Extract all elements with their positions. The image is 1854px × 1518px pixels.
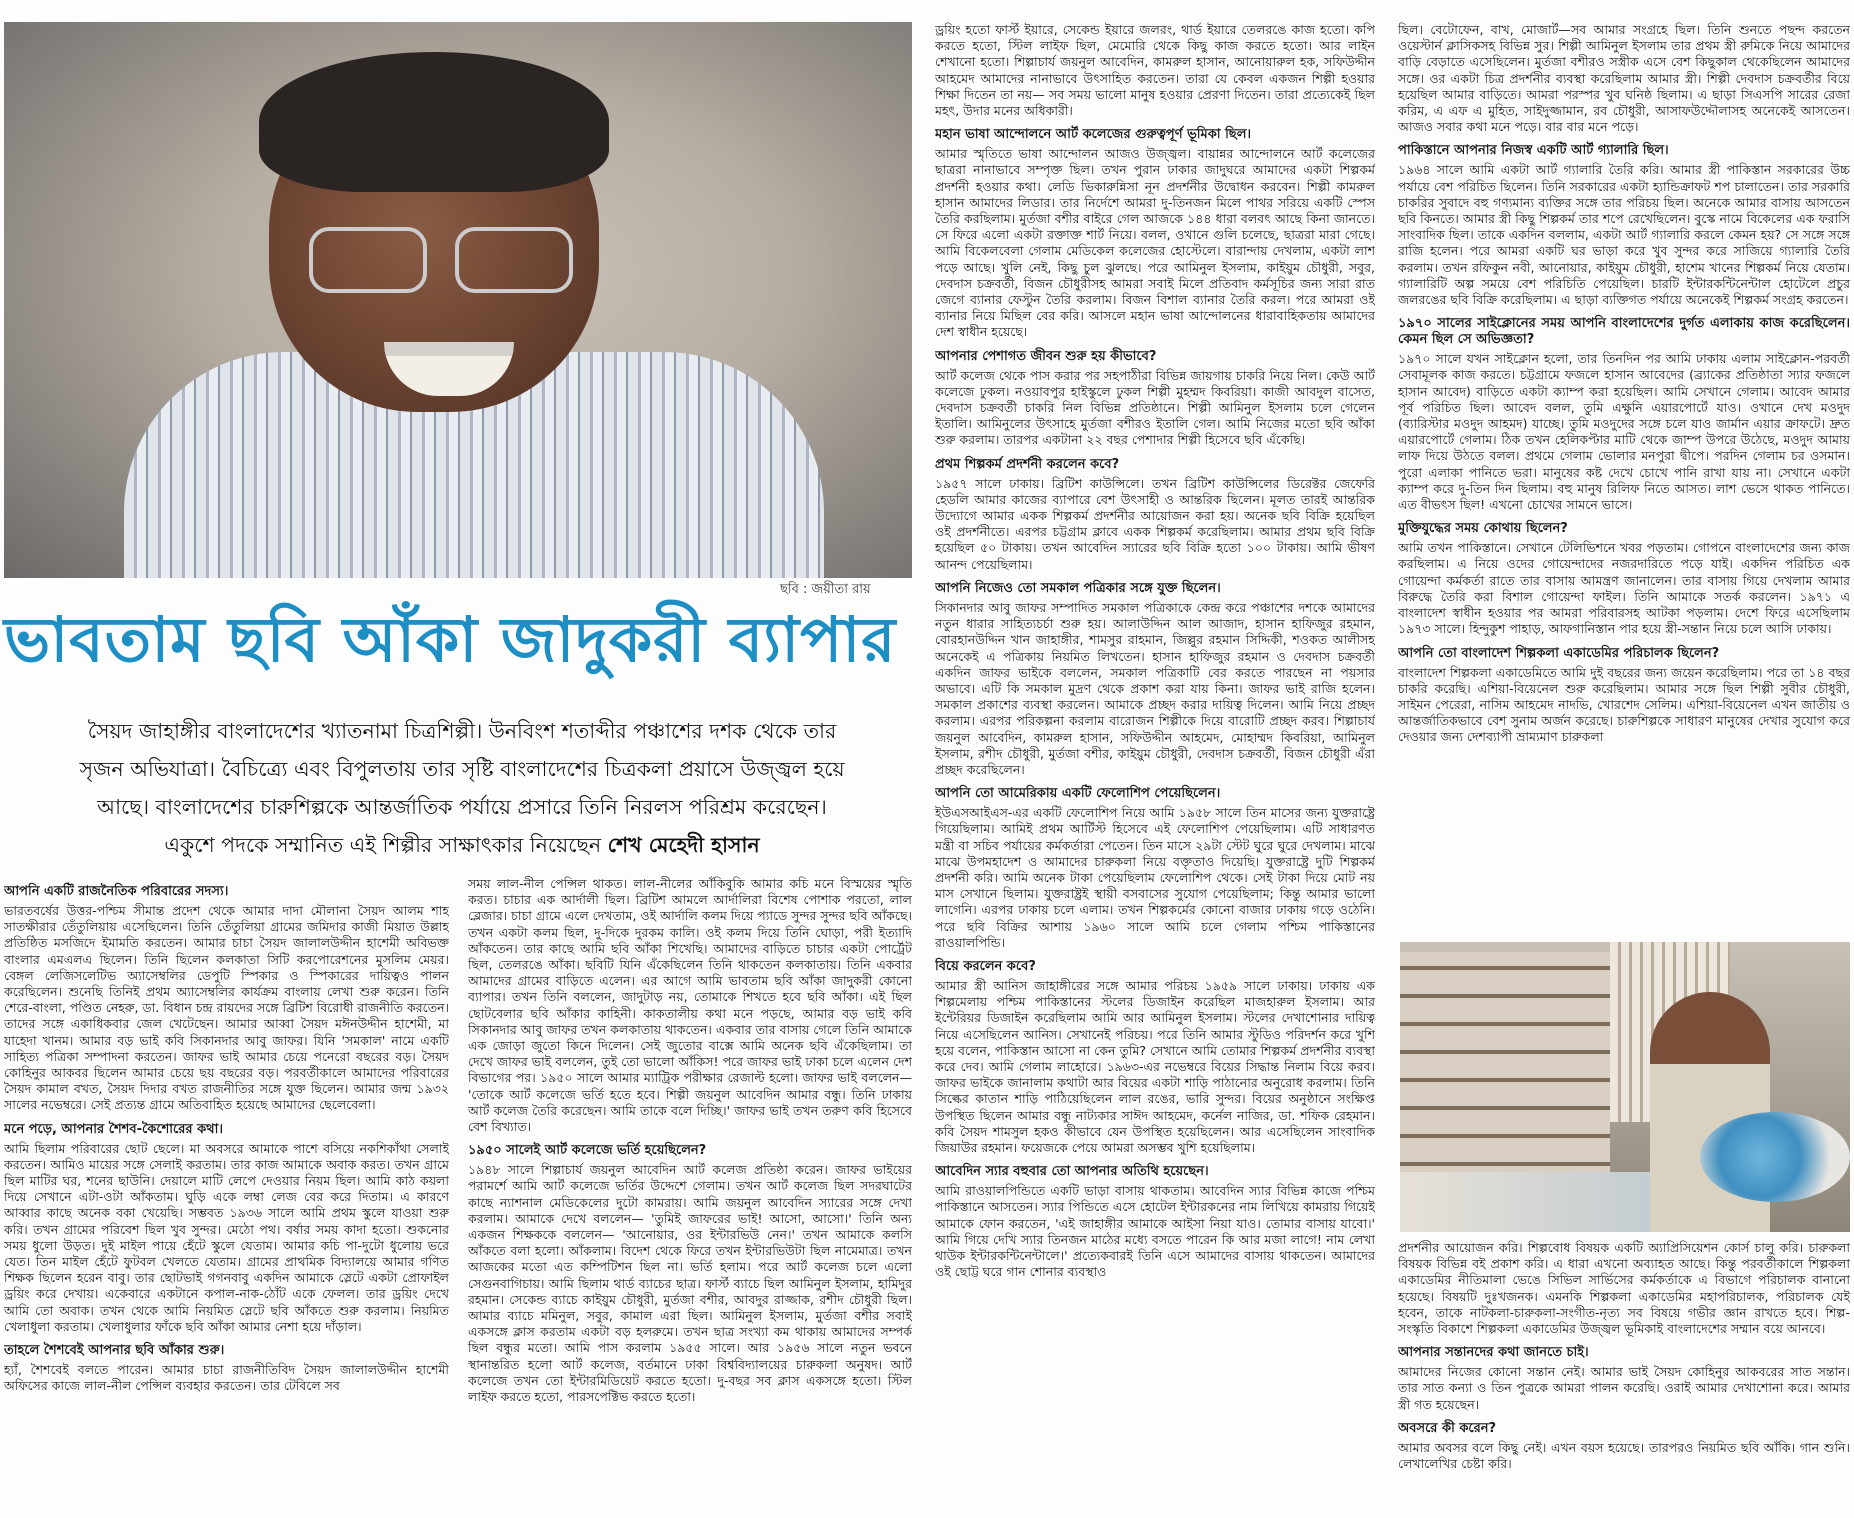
question-heading: অবসরে কী করেন? — [1398, 1420, 1497, 1436]
answer-paragraph: প্রদর্শনীর আয়োজন করি। শিল্পবোধ বিষয়ক একটি অ্যাপ্রিসিয়েশন কোর্স চালু করি। চারুকলা বিষয়ক বিভিন্ন বই প্রকাশ করি। এ ধারা এখনো অব্যাহত আছে। কিন্তু পরবর্তীকালে শিল্পকলা একাডেমির নীতিমালা ভেঙে সিভিল সার্ভিসের কর্মকর্তাকে এ বিভাগে পরিচালক বানানো হয়েছে। বিষয়টি দুঃখজনক। এমনকি শিল্পকলা একাডেমির মহাপরিচালক, পরিচালক যেই হবেন, তাকে নাটকলা-চারুকলা-সংগীত-নৃত্য সব বিষয়ে গভীর জ্ঞান রাখতে হবে। শিল্প-সংস্কৃতি বিকাশে শিল্পকলা একাডেমির উজ্জ্বল ভূমিকাই বাংলাদেশের সম্মান বয়ে আনবে। — [1398, 1240, 1850, 1337]
answer-paragraph: আমাদের নিজের কোনো সন্তান নেই। আমার ভাই সৈয়দ কোহিনুর আকবরের সাত সন্তান। তার সাত কন্যা ও তিন পুত্রকে আমরা পালন করেছি। ওরাই আমার দেখাশোনা করে। আমার স্ত্রী গত হয়েছেন। — [1398, 1364, 1850, 1412]
answer-paragraph: ১৯৪৮ সালে শিল্পাচার্য জয়নুল আবেদিন আর্ট কলেজ প্রতিষ্ঠা করেন। জাফর ভাইয়ের পরামর্শে আমি আর্ট কলেজে ভর্তির উদ্দেশে গেলাম। তখন আর্ট কলেজ ছিল সদরঘাটের কাছে ন্যাশনাল মেডিকেলের দুটো কামরায়। আমি জয়নুল আবেদিন স্যারের সঙ্গে দেখা করলাম। আমাকে দেখে বললেন— 'তুমিই জাফরের ভাই! আসো, আসো।' তিনি অন্য একজন শিক্ষককে বললেন— 'আনোয়ার, ওর ইন্টারভিউ নেন।' তখন আমাকে কলসি আঁকতে বলা হলো। আঁকলাম। বিদেশ থেকে ফিরে তখন ইন্টারভিউটা ছিল নামেমাত্র। তখন আজকের মতো এত কম্পিটিশন ছিল না। ভর্তি হলাম। পরে আর্ট কলেজ চলে এলো সেগুনবাগিচায়। আমি ছিলাম থার্ড ব্যাচের ছাত্র। ফার্স্ট ব্যাচে ছিল আমিনুল ইসলাম, হামিদুর রহমান। সেকেন্ড ব্যাচে কাইয়ুম চৌধুরী, মুর্তজা বশীর, আবদুর রাজ্জাক, রশীদ চৌধুরী ছিল। আমার ব্যাচে মমিনুল, সবুর, কামাল এরা ছিল। আমিনুল ইসলাম, মুর্তজা বশীর সবাই একসঙ্গে ক্লাস করতাম একটা বড় হলরুমে। তখন ছাত্র সংখ্যা কম থাকায় আমাদের সম্পর্ক ছিল বন্ধুর মতো। আমি পাস করলাম ১৯৫৫ সালে। আর ১৯৫৬ সালে নতুন ভবনে স্থানান্তরিত হলো আর্ট কলেজ, বর্তমানে ঢাকা বিশ্ববিদ্যালয়ের চারুকলা অনুষদ। আর্ট কলেজে তখন তো ইন্টারমিডিয়েট করতে হতো। দু-বছর সব ক্লাস একসঙ্গে হতো। স্টিল লাইফ করতে হতো, পারসপেক্টিভ করতে হতো। — [468, 1162, 912, 1405]
answer-paragraph: ইউএসআইএস-এর একটি ফেলোশিপ নিয়ে আমি ১৯৫৮ সালে তিন মাসের জন্য যুক্তরাষ্ট্রে গিয়েছিলাম। আমিই প্রথম আর্টিস্ট হিসেবে এই ফেলোশিপ পেয়েছিলাম। এটি সাধারণত মন্ত্রী বা সচিব পর্যায়ের কর্মকর্তারা পেতেন। তিন মাসে ২৯টা স্টেট ঘুরে ঘুরে দেখলাম। মাঝে মাঝে উপমহাদেশ ও আমাদের চারুকলা নিয়ে বক্তৃতাও দিয়েছি। যুক্তরাষ্ট্রে দুটি শিল্পকর্ম প্রদর্শনী করি। আমি অনেক টাকা পেয়েছিলাম ফেলোশিপ থেকে। সেই টাকা দিয়ে মোট নয় মাস সেখানে ছিলাম। যুক্তরাষ্ট্রই স্থায়ী বসবাসের সুযোগ পেয়েছিলাম; কিন্তু আমার ভালো লাগেনি। এরপর ঢাকায় চলে এলাম। তখন শিল্পকর্মের কোনো বাজার ঢাকায় গড়ে ওঠেনি। পরে ছবি বিক্রির আশায় ১৯৬০ সালে আমি চলে গেলাম পশ্চিম পাকিস্তানের রাওয়ালপিন্ডি। — [935, 805, 1375, 950]
answer-paragraph: ১৯৭০ সালে যখন সাইক্লোন হলো, তার তিনদিন পর আমি ঢাকায় এলাম সাইক্লোন-পরবর্তী সেবামূলক কাজ করতে। চট্টগ্রামে ফজলে হাসান আবেদের (ব্র্যাকের প্রতিষ্ঠাতা স্যার ফজলে হাসান আবেদ) বাড়িতে একটা ক্যাম্প করা হয়েছিল। আমি সেখানে গেলাম। আবেদ আমার পূর্ব পরিচিত ছিল। আবেদ বলল, তুমি এক্ষুনি এয়ারপোর্টে যাও। ওখানে দেখ মওদুদ (ব্যারিস্টার মওদুদ আহমদ) যাচ্ছে। তুমি মওদুদের সঙ্গে চলে যাও জার্মান এয়ার ক্রাফটে। দ্রুত এয়ারপোর্টে গেলাম। ঠিক তখন হেলিকপ্টার মাটি থেকে জাম্প উপরে উঠেছে, মওদুদ আমায় লাফ দিয়ে উঠতে বলল। প্রথমে গেলাম ভোলার মনপুরা দ্বীপে। পরদিন গেলাম চর ওসমান। পুরো এলাকা পানিতে ভরা। মানুষের কষ্ট দেখে চোখে পানি রাখা যায় না। সেখানে একটা ক্যাম্প করে দু-তিন দিন ছিলাম। বহু মানুষ রিলিফ নিতে আসত। লাশ ভেসে থাকত পানিতে। এত বীভৎস ছিল! এখনো চোখের সামনে ভাসে। — [1398, 351, 1850, 513]
question-heading: ১৯৫০ সালেই আর্ট কলেজে ভর্তি হয়েছিলেন? — [468, 1143, 707, 1159]
portrait-hair — [259, 52, 609, 192]
answer-paragraph: হ্যাঁ, শৈশবেই বলতে পারেন। আমার চাচা রাজনীতিবিদ সৈয়দ জালালউদ্দীন হাশেমী অফিসের কাজে লাল-নীল পেন্সিল ব্যবহার করতেন। তার টেবিলে সব — [4, 1362, 449, 1394]
portrait-photo — [4, 22, 912, 578]
question-heading: আপনি নিজেও তো সমকাল পত্রিকার সঙ্গে যুক্ত ছিলেন। — [935, 580, 1221, 596]
question-heading: আপনি একটি রাজনৈতিক পরিবারের সদস্য। — [4, 884, 229, 899]
intro-block — [14, 712, 910, 864]
question-heading: তাহলে শৈশবেই আপনার ছবি আঁকার শুরু। — [4, 1343, 225, 1359]
question-heading: মহান ভাষা আন্দোলনে আর্ট কলেজের গুরুত্বপূর্ণ ভূমিকা ছিল। — [935, 127, 1252, 143]
article-column-1 — [4, 876, 449, 1516]
article-column-2 — [468, 876, 912, 1516]
intro-byline-text: একুশে পদকে সম্মানিত এই শিল্পীর সাক্ষাৎকার নিয়েছেন — [164, 833, 602, 857]
question-heading: আবেদিন স্যার বহুবার তো আপনার অতিথি হয়েছেন। — [935, 1164, 1209, 1180]
answer-paragraph: সিকানদার আবু জাফর সম্পাদিত সমকাল পত্রিকাকে কেন্দ্র করে পঞ্চাশের দশকে আমাদের নতুন ধারার সাহিত্যচর্চা শুরু হয়। আলাউদ্দিন আল আজাদ, হাসান হাফিজুর রহমান, বোরহানউদ্দিন খান জাহাঙ্গীর, শামসুর রাহমান, জিল্লুর রহমান সিদ্দিকী, শওকত আলীসহ অনেকেই এ পত্রিকায় নিয়মিত লিখতেন। হাসান হাফিজুর রহমান ও দেবদাস চক্রবর্তী একদিন জাফর ভাইকে বললেন, সমকাল পত্রিকাটি বের করতে পারছেন না পয়সার অভাবে। এটি কি সমকাল মুদ্রণ থেকে প্রকাশ করা যায় কিনা। জাফর ভাই রাজি হলেন। সমকাল প্রকাশের ব্যবস্থা করলেন। আমাকে প্রচ্ছদ করার দায়িত্ব দিলেন। আমি নিয়ে প্রচ্ছদ করলাম। এরপর পরিকল্পনা করলাম বারোজন শিল্পীকে দিয়ে বারোটি প্রচ্ছদ করব। শিল্পাচার্য জয়নুল আবেদিন, কামরুল হাসান, সফিউদ্দীন আহমেদ, মোহাম্মদ কিবরিয়া, আমিনুল ইসলাম, রশীদ চৌধুরী, মুর্তজা বশীর, কাইয়ুম চৌধুরী, দেবদাস চক্রবর্তী, বিজন চৌধুরী এঁরা প্রচ্ছদ করেছিলেন। — [935, 599, 1375, 777]
answer-paragraph: আমার স্ত্রী আনিস জাহাঙ্গীরের সঙ্গে আমার পরিচয় ১৯৫৯ সালে ঢাকায়। ঢাকায় এক শিল্পমেলায় পশ্চিম পাকিস্তানের স্টলের ডিজাইন করেছিল মাজহারুল ইসলাম। আর ইন্টেরিয়র ডিজাইন করেছিলাম আমি আর আমিনুল ইসলাম। স্টলের দেখাশোনার দায়িত্ব নিয়ে এসেছিলেন আনিস। সেখানেই পরিচয়। পরে তিনি আমার স্টুডিও পরিদর্শন করে খুশি হয়ে বলেন, পাকিস্তান আসো না কেন তুমি? সেখানে আমি তোমার শিল্পকর্ম প্রদর্শনীর ব্যবস্থা করে দেব। আমি গেলাম লাহোরে। ১৯৬৩-এর নভেম্বরে বিয়ের সিদ্ধান্ত নিলাম বিয়ে করব। জাফর ভাইকে জানালাম কথাটা আর বিয়ের একটা শাড়ি পাঠানোর অনুরোধ করলাম। তিনি সিল্কের কাতান শাড়ি পাঠিয়েছিলেন লাল রঙের, ভারি সুন্দর। বিয়ের অনুষ্ঠানে সংক্ষিপ্ত উপস্থিত ছিলেন আমার বন্ধু নাট্যকার সাঈদ আহমেদ, কর্নেল নাজির, ডা. শফিক রেহমান। কবি সৈয়দ শামসুল হকও কীভাবে যেন উপস্থিত হয়েছিলেন। আর এসেছিলেন সাংবাদিক জিয়াউর রহমান। ফয়েজকে পেয়ে আমরা অসম্ভব খুশি হয়েছিলাম। — [935, 977, 1375, 1155]
question-heading: আপনার পেশাগত জীবন শুরু হয় কীভাবে? — [935, 348, 1157, 364]
answer-paragraph: আর্ট কলেজ থেকে পাস করার পর সহপাঠীরা বিভিন্ন জায়গায় চাকরি নিয়ে নিল। কেউ আর্ট কলেজে ঢুকল। নওয়াবপুর হাইস্কুলে ঢুকল শিল্পী মুহম্মদ কিবরিয়া। কাজী আবদুল বাসেত, দেবদাস চক্রবর্তী চাকরি নিল বিভিন্ন প্রতিষ্ঠানে। শিল্পী আমিনুল ইসলাম চলে গেলেন ইতালি। আমিনুলের উৎসাহে মুর্তজা বশীরও ইতালি গেল। আমি নিজের মতো ছবি আঁকা শুরু করলাম। তারপর একটানা ২২ বছর পেশাদার শিল্পী হিসেবে ছবি এঁকেছি। — [935, 367, 1375, 448]
paint-palette — [1700, 1112, 1850, 1202]
answer-paragraph: আমি ছিলাম পরিবারের ছোট ছেলে। মা অবসরে আমাকে পাশে বসিয়ে নকশিকাঁথা সেলাই করতেন। আমিও মায়ের সঙ্গে সেলাই করতাম। তার কাজ আমাকে অবাক করত। তখন গ্রামে ছিল মাটির ঘর, শনের ছাউনি। দেয়ালে মাটি লেপে দেওয়ার নিয়ম ছিল। আমি কাঠ কয়লা দিয়ে সেখানে এটা-ওটা আঁকতাম। ঘুড়ি একে লম্বা লেজ বের করে দিতাম। এ কারণে আব্বার কাছে অনেক বকা খেয়েছি। সম্ভবত ১৯৩৬ সালে আমি প্রথম স্কুলে যাওয়া শুরু করি। তখন গ্রামের পরিবেশ ছিল খুব সুন্দর। মেঠো পথ। বর্ষার সময় কাদা হতো। শুকনোর সময় ধুলো উড়ত। দুই মাইল পায়ে হেঁটে স্কুলে যেতাম। আমার কচি পা-দুটো ধুলোয় ভরে যেত। তিন মাইল হেঁটে ফুটবল খেলতে যেতাম। গ্রামের প্রাথমিক বিদ্যালয়ে আমার গণিত শিক্ষক ছিলেন হরেন বাবু। তার ছোটভাই গগনবাবু একদিন আমাকে স্লেটে একটা প্রোফাইল ড্রয়িং করে দেখায়। একেবারে একটানে কপাল-নাক-ঠোঁট একে ফেলল। তার ড্রয়িং দেখে আমি তো অবাক। তখন থেকে আমি নিয়মিত স্লেটে ছবি আঁকতে শুরু করলাম। নিয়মিত খেলাধুলা করতাম। খেলাধুলার ফাঁকে ছবি আঁকা আমার নেশা হয়ে দাঁড়াল। — [4, 1140, 449, 1334]
intro-line: সৃজন অভিযাত্রা। বৈচিত্র্যে এবং বিপুলতায় তার সৃষ্টি বাংলাদেশের চিত্রকলা প্রয়াসে উজ্জ্বল হয়ে — [79, 757, 845, 781]
question-heading: ১৯৭০ সালের সাইক্লোনের সময় আপনি বাংলাদেশের দুর্গত এলাকায় কাজ করেছিলেন। কেমন ছিল সে অভিজ্ঞতা? — [1398, 316, 1850, 348]
portrait-glasses — [309, 227, 569, 287]
question-heading: প্রথম শিল্পকর্ম প্রদর্শনী করলেন কবে? — [935, 456, 1120, 472]
intro-line: আছে। বাংলাদেশের চারুশিল্পকে আন্তর্জাতিক পর্যায়ে প্রসারে তিনি নিরলস পরিশ্রম করেছেন। — [97, 795, 827, 819]
question-heading: মুক্তিযুদ্ধের সময় কোথায় ছিলেন? — [1398, 521, 1568, 537]
photo-credit: ছবি : জয়ীতা রায় — [780, 582, 871, 597]
question-heading: আপনি তো বাংলাদেশ শিল্পকলা একাডেমির পরিচালক ছিলেন? — [1398, 645, 1720, 661]
answer-paragraph: ছিল। বেটোফেন, বাখ, মোজার্ট—সব আমার সংগ্রহে ছিল। তিনি শুনতে পছন্দ করতেন ওয়েস্টার্ন ক্লাসিকসহ বিভিন্ন সুর। শিল্পী আমিনুল ইসলাম তার প্রথম স্ত্রী রুমিকে নিয়ে আমাদের বাড়ি বেড়াতে এসেছিলেন। মুর্তজা বশীরও সস্ত্রীক এসে বেশ কিছুকাল থেকেছিলেন আমাদের সঙ্গে। ওর একটা চিত্র প্রদর্শনীর ব্যবস্থা করেছিলাম আমার স্ত্রী। শিল্পী দেবদাস চক্রবর্তীর বিয়ে হয়েছিল আমার বাড়িতে। আমরা পরস্পর খুব ঘনিষ্ঠ ছিলাম। এ ছাড়া সিএসপি সারের রেজা করিম, এ এফ এ মুহিত, সাইদুজ্জামান, রব চৌধুরী, আসাফউদ্দৌলাসহ অনেকেই আসতেন। আজও সবার কথা মনে পড়ে। বার বার মনে পড়ে। — [1398, 22, 1850, 135]
article-column-4-bottom — [1398, 1240, 1850, 1516]
answer-paragraph: আমি রাওয়ালপিন্ডিতে একটি ভাড়া বাসায় থাকতাম। আবেদিন স্যার বিভিন্ন কাজে পশ্চিম পাকিস্তানে আসতেন। স্যার পিন্ডিতে এসে হোটেল ইন্টারকনের নাম লিখিয়ে কামরায় গিয়েই আমাকে ফোন করতেন, 'এই জাহাঙ্গীর আমাকে আইসা নিয়া যাও। তোমার বাসায় যাবো।' আমি গিয়ে দেখি স্যার তিনজন মাঠের মধ্যে বসতে পারেন কি আর মজা লাগে! নাম লেখা থাউক ইন্টারকন্টিনেন্টালে।' প্রত্যেকবারই তিনি এসে আমাদের বাসায় থাকতেন। আমাদের ওই ছোট্ট ঘরে গান শোনার ব্যবস্থাও — [935, 1183, 1375, 1280]
question-heading: আপনি তো আমেরিকায় একটি ফেলোশিপ পেয়েছিলেন। — [935, 786, 1221, 802]
answer-paragraph: আমার অবসর বলে কিছু নেই। এখন বয়স হয়েছে। তারপরও নিয়মিত ছবি আঁকি। গান শুনি। লেখালেখির চেষ্টা করি। — [1398, 1439, 1850, 1472]
question-heading: মনে পড়ে, আপনার শৈশব-কৈশোরের কথা। — [4, 1121, 224, 1137]
question-heading: বিয়ে করলেন কবে? — [935, 958, 1036, 974]
answer-paragraph: সময় লাল-নীল পেন্সিল থাকত। লাল-নীলের আঁকিবুকি আমার কচি মনে বিস্ময়ের স্মৃতি করত। চাচার এক আর্দালী ছিল। ব্রিটিশ আমলে আর্দালিরা বিশেষ পোশাক পরতো, লাল ব্লেজার। চাচা গ্রামে এলে দেখতাম, ওই আর্দালি কলম দিয়ে প্যাডে সুন্দর সুন্দর ছবি আঁকছে। তখন একটা কলম ছিল, দু-দিকে দুরকম কালি। ওই কলম দিয়ে তিনি ঘোড়া, পরী ইত্যাদি আঁকতেন। তার কাছে আমি ছবি আঁকা শিখেছি। আমাদের বাড়িতে চাচার একটা পোর্ট্রেট ছিল, তেলরঙে আঁকা। ছবিটি যিনি এঁকেছিলেন তিনি থাকতেন কলকাতায়। তিনি একবার আমাদের গ্রামের বাড়িতে এলেন। এর আগে আমি ভাবতাম ছবি আঁকা জাদুকরী কোনো ব্যাপার। তখন তিনি বললেন, জাদুটাড় নয়, তোমাকে শিখতে হবে ছবি আঁকা। এই ছিল ছোটবেলার ছবি আঁকার কাহিনী। কাকতালীয় কথা মনে পড়ছে, আমার বড় ভাই কবি সিকানদার আবু জাফর তখন কলকাতায় থাকতেন। একবার তার বাসায় গেলে তিনি আমাকে এক জোড়া জুতো কিনে দিলেন। সেই জুতোর বাক্সে আমি অনেক ছবি এঁকেছিলাম। তা দেখে জাফর ভাই বললেন, তুই তো ভালো আঁকিস! পরে জাফর ভাই ঢাকা চলে এলেন দেশ বিভাগের পর। ১৯৫০ সালে আমার ম্যাট্রিক পরীক্ষার রেজাল্ট হলো। জাফর ভাই বললেন— 'তোকে আর্ট কলেজে ভর্তি হতে হবে। শিল্পী জয়নুল আবেদিন আমার বন্ধু। তিনি ঢাকায় আর্ট কলেজ তৈরি করেছেন। আমি তাকে বলে দিচ্ছি।' জাফর ভাই তখন তরুণ কবি হিসেবে বেশ বিখ্যাত। — [468, 876, 912, 1135]
question-heading: পাকিস্তানে আপনার নিজস্ব একটি আর্ট গ্যালারি ছিল। — [1398, 143, 1669, 159]
studio-photo — [1400, 942, 1850, 1232]
answer-paragraph: আমি তখন পাকিস্তানে। সেখানে টেলিভিশনে খবর পড়তাম। গোপনে বাংলাদেশের জন্য কাজ করছিলাম। এ নিয়ে ওদের গোয়েন্দাদের নজরদারিতে পড়ে যাই। একদিন পরিচিত এক গোয়েন্দা কর্মকর্তা রাতে তার বাসায় আমন্ত্রণ জানালেন। তার বাসায় গিয়ে দেখলাম আমার বিরুদ্ধে তৈরি করা বিশাল গোয়েন্দা ফাইল। তিনি আমাকে সতর্ক করলেন। ১৯৭১ এ বাংলাদেশ স্বাধীন হওয়ার পর আমরা পরিবারসহ আটকা পড়লাম। দেশে ফিরে এসেছিলাম ১৯৭৩ সালে। হিন্দুকুশ পাহাড়, আফগানিস্তান পার হয়ে স্ত্রী-সন্তান নিয়ে চলে আসি ঢাকায়। — [1398, 540, 1850, 637]
answer-paragraph: ১৯৫৭ সালে ঢাকায়। ব্রিটিশ কাউন্সিলে। তখন ব্রিটিশ কাউন্সিলের ডিরেক্টর জেফেরি হেডলি আমার কাজের ব্যাপারে বেশ উৎসাহী ও আন্তরিক ছিলেন। মূলত তারই আন্তরিক উদ্যোগে আমার একক শিল্পকর্ম প্রদর্শনীর আয়োজন করা হয়। অনেক ছবি বিক্রি হয়েছিল ওই প্রদর্শনীতে। এরপর চট্টগ্রাম ক্লাবে একক শিল্পকর্ম করেছিলাম। আমার প্রথম ছবি বিক্রি হয়েছিল ৫০ টাকায়। তখন আবেদিন স্যারের ছবি বিক্রি হতো ১০০ টাকায়। আমি ভীষণ আনন্দ পেয়েছিলাম। — [935, 475, 1375, 572]
author-name: শেখ মেহেদী হাসান — [607, 833, 760, 857]
answer-paragraph: ড্রয়িং হতো ফার্স্ট ইয়ারে, সেকেন্ড ইয়ারে জলরং, থার্ড ইয়ারে তেলরঙে কাজ হতো। কপি করতে হতো, স্টিল লাইফ ছিল, মেমোরি থেকে কিছু কাজ করতে হতো। আর লাইন শেখানো হতো। শিল্পাচার্য জয়নুল আবেদিন, কামরুল হাসান, আনোয়ারুল হক, সফিউদ্দীন আহমেদ আমাদের নানাভাবে উৎসাহিত করতেন। তারা যে কেবল একজন শিল্পী হওয়ার শিক্ষা দিতেন তা নয়— সব সময় ভালো মানুষ হওয়ার প্রেরণা দিতেন। তারা প্রত্যেকেই ছিল মহৎ, উদার মনের অধিকারী। — [935, 22, 1375, 119]
answer-paragraph: বাংলাদেশ শিল্পকলা একাডেমিতে আমি দুই বছরের জন্য জয়েন করেছিলাম। পরে তা ১৪ বছর চাকরি করেছি। এশিয়া-বিয়েনেল শুরু করেছিলাম। আমার সঙ্গে ছিল শিল্পী সুবীর চৌধুরী, সাইমন পেরেরা, নাসিম আহমেদ নাদভি, খোরশেদ সেলিম। এশিয়া-বিয়েনেল এখন জাতীয় ও আন্তর্জাতিকভাবে বেশ সুনাম অর্জন করেছে। চারুশিল্পকে সাধারণ মানুষের দেখার সুযোগ করে দেওয়ার জন্য দেশব্যাপী ভ্রাম্যমাণ চারুকলা — [1398, 664, 1850, 745]
article-column-3 — [935, 22, 1375, 1516]
question-heading: আপনার সন্তানদের কথা জানতে চাই। — [1398, 1345, 1589, 1361]
answer-paragraph: ১৯৬৪ সালে আমি একটা আর্ট গ্যালারি তৈরি করি। আমার স্ত্রী পাকিস্তান সরকারের উচ্চ পর্যায়ে বেশ পরিচিত ছিলেন। তিনি সরকারের একটা হ্যান্ডিক্রাফট শপ চালাতেন। তার সরকারি চাকরির সুবাদে বহু গণ্যমান্য ব্যক্তির সঙ্গে তার পরিচয় ছিল। অনেকে আমার বাসায় আসতেন ছবি কিনতে। আমার স্ত্রী কিছু শিল্পকর্ম তার শপে রেখেছিলেন। বুস্কে নামে বিকেলের এক ফরাসি সাংবাদিক ছিল। তাকে একদিন বললাম, একটা আর্ট গ্যালারি করলে কেমন হয়? সে সঙ্গে সঙ্গে রাজি হলেন। পরে আমরা একটি ঘর ভাড়া করে খুব সুন্দর করে সাজিয়ে গ্যালারি তৈরি করলাম। তখন রফিকুন নবী, আনোয়ার, কাইয়ুম চৌধুরী, হাশেম খানের শিল্পকর্ম নিয়ে যেতাম। গ্যালারিটি অল্প সময়ে বেশ পরিচিতি পেয়েছিল। চারটি ইন্টারকন্টিনেন্টাল হোটেলে প্রচুর জলরঙের ছবি বিক্রি করেছিলাম। এ ছাড়া ব্যক্তিগত পর্যায়ে অনেকেই শিল্পকর্ম সংগ্রহ করতেন। — [1398, 162, 1850, 308]
intro-byline — [14, 826, 910, 864]
headline: ভাবতাম ছবি আঁকা জাদুকরী ব্যাপার — [4, 603, 897, 676]
article-column-4 — [1398, 22, 1850, 940]
intro-line: সৈয়দ জাহাঙ্গীর বাংলাদেশের খ্যাতনামা চিত্রশিল্পী। উনবিংশ শতাব্দীর পঞ্চাশের দশক থেকে তার — [87, 719, 837, 743]
answer-paragraph: ভারতবর্ষের উত্তর-পশ্চিম সীমান্ত প্রদেশ থেকে আমার দাদা মৌলানা সৈয়দ আলম শাহ সাতক্ষীরার তেঁতুলিয়ায় এসেছিলেন। তিনি তেঁতুলিয়া গ্রামের জমিদার কাজী মিয়াত উল্লাহ প্রতিষ্ঠিত মসজিদে ইমামতি করতেন। আমার চাচা সৈয়দ জালালউদ্দীন হাশেমী অবিভক্ত বাংলার এমএলএ ছিলেন। তিনি ছিলেন কলকাতা সিটি করপোরেশনের মুসলিম মেয়র। বেঙ্গল লেজিসলেটিভ অ্যাসেম্বলির ডেপুটি স্পিকার ও স্পিকারের দায়িত্বও পালন করেছিলেন। শুনেছি তিনিই প্রথম অ্যাসেম্বলির কার্যক্রম বাংলায় লেখা শুরু করেন। তিনি শেরে-বাংলা, পণ্ডিত নেহরু, ডা. বিধান চন্দ্র রায়দের সঙ্গে ব্রিটিশ বিরোধী রাজনীতি করতেন। তাদের সঙ্গে একাধিকবার জেল খেটেছেন। আমার আব্বা সৈয়দ মঈনউদ্দীন হাশেমী, মা যাহেদা খানম। আমার বড় ভাই কবি সিকানদার আবু জাফর। যিনি 'সমকাল' নামে একটি সাহিত্য পত্রিকা সম্পাদনা করতেন। জাফর ভাই আমার চেয়ে পনেরো বছরের বড়। সৈয়দ কোহিনুর আকবর ছিলেন আমার চেয়ে ছয় বছরের বড়। পরবর্তীকালে আমাদের পরিবারের সৈয়দ কামাল বখত, সৈয়দ দিদার বখত রাজনীতির সঙ্গে যুক্ত ছিলেন। আমার জন্ম ১৯৩২ সালের নভেম্বরে। সেই প্রত্যন্ত গ্রামে অতিবাহিত হয়েছে আমাদের ছেলেবেলা। — [4, 903, 449, 1113]
answer-paragraph: আমার স্মৃতিতে ভাষা আন্দোলন আজও উজ্জ্বল। বায়ান্নর আন্দোলনে আর্ট কলেজের ছাত্ররা নানাভাবে সম্পৃক্ত ছিল। তখন পুরান ঢাকার জাদুঘরে আমাদের একটা শিল্পকর্ম প্রদর্শনী হওয়ার কথা। লেডি ভিকারুন্নিসা নূন প্রদর্শনীর উদ্বোধন করবেন। শিল্পী কামরুল হাসান আমাদের লিডার। তার নির্দেশে আমরা দু-তিনজন মিলে পাথর সরিয়ে একটি স্পেস তৈরি করছিলাম। মুর্তজা বশীর বাইরে গেল আজকে ১৪৪ ধারা বলবৎ আছে কিনা জানতে। সে ফিরে এলো একটা রক্তাক্ত শার্ট নিয়ে। বলল, ওখানে গুলি চলেছে, ছাত্ররা মারা গেছে। আমি বিকেলবেলা গেলাম মেডিকেল কলেজের হোস্টেলে। বারান্দায় দেখলাম, একটা লাশ পড়ে আছে। খুলি নেই, কিছু চুল ঝুলছে। পরে আমিনুল ইসলাম, কাইয়ুম চৌধুরী, সবুর, দেবদাস চক্রবর্তী, বিজন চৌধুরীসহ আমরা সবাই মিলে প্রতিবাদ কর্মসূচির জন্য সারা রাত জেগে ব্যানার ফেস্টুন তৈরি করলাম। বিজন বিশাল ব্যানার তৈরি করল। পরে আমরা ওই ব্যানার নিয়ে মিছিল বের করি। আসলে মহান ভাষা আন্দোলনের ধারাবাহিকতায় আমাদের দেশ স্বাধীন হয়েছে। — [935, 146, 1375, 340]
